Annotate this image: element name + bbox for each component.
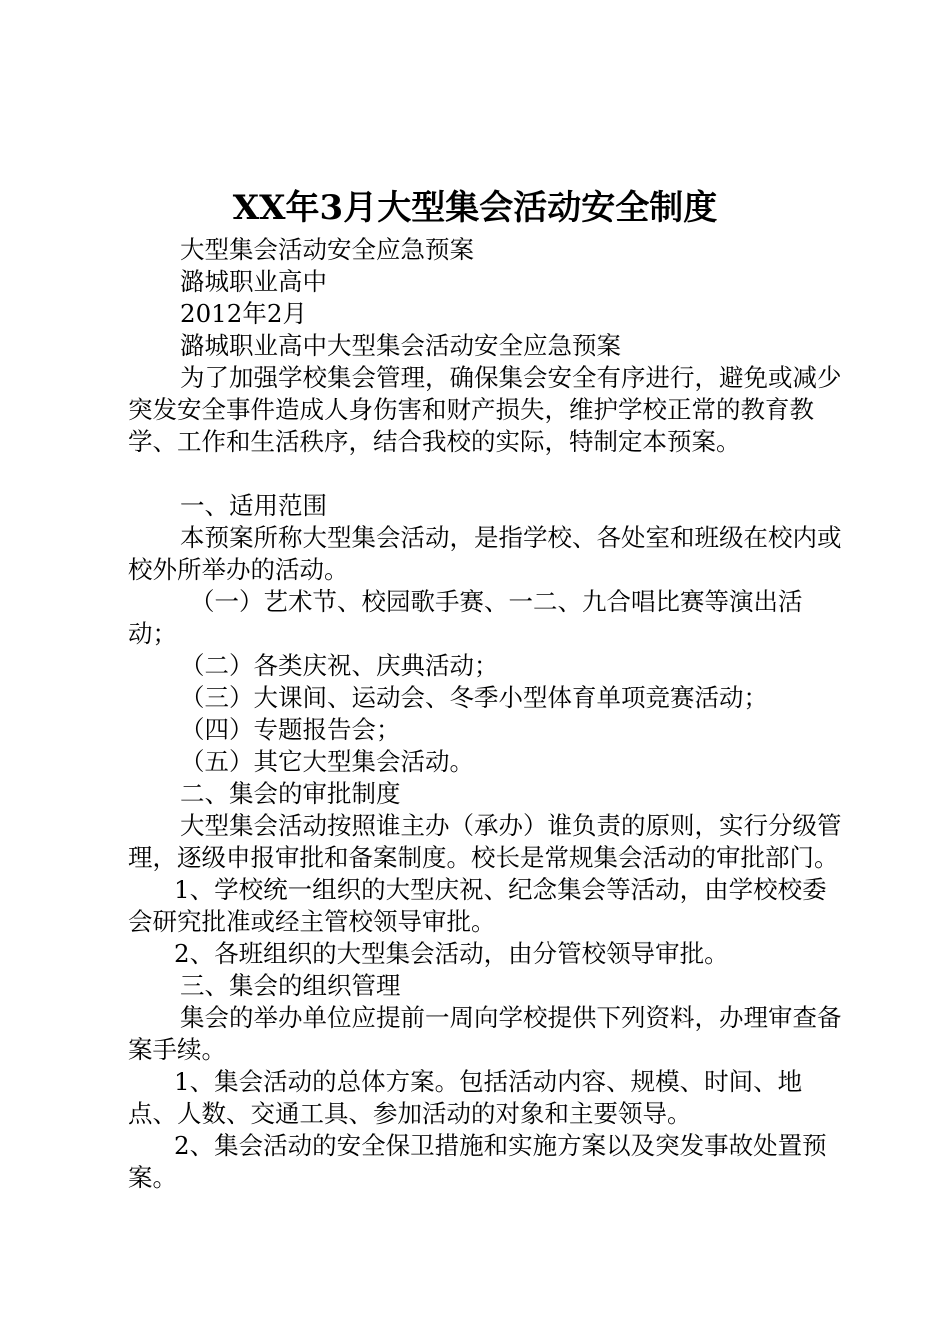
list-item-scope-1: （一）艺术节、校园歌手赛、一二、九合唱比赛等演出活动； — [128, 587, 803, 648]
paragraph-subtitle: 大型集会活动安全应急预案 — [180, 235, 474, 264]
blank-line — [128, 458, 848, 490]
paragraph-date: 2012年2月 — [180, 299, 307, 328]
paragraph-organization: 集会的举办单位应提前一周向学校提供下列资料，办理审查备案手续。 — [128, 1003, 842, 1064]
list-item-scope-2: （二）各类庆祝、庆典活动； — [180, 651, 499, 680]
list-item-approval-1: 1、学校统一组织的大型庆祝、纪念集会等活动，由学校校委会研究批准或经主管校领导审批。 — [128, 875, 827, 936]
list-item-scope-3: （三）大课间、运动会、冬季小型体育单项竞赛活动； — [180, 683, 768, 712]
list-item-scope-5: （五）其它大型集会活动。 — [180, 747, 474, 776]
list-item-organization-2: 2、集会活动的安全保卫措施和实施方案以及突发事故处置预案。 — [128, 1131, 827, 1192]
section-heading-organization: 三、集会的组织管理 — [180, 971, 401, 1000]
list-item-organization-1: 1、集会活动的总体方案。包括活动内容、规模、时间、地点、人数、交通工具、参加活动的对象和主要领导。 — [128, 1067, 803, 1128]
document-title: XX年3月大型集会活动安全制度 — [232, 188, 718, 228]
paragraph-approval: 大型集会活动按照谁主办（承办）谁负责的原则，实行分级管理，逐级申报审批和备案制度。校长是常规集会活动的审批部门。 — [128, 811, 842, 872]
section-heading-scope: 一、适用范围 — [180, 491, 327, 520]
paragraph-heading: 潞城职业高中大型集会活动安全应急预案 — [180, 331, 621, 360]
paragraph-intro: 为了加强学校集会管理，确保集会安全有序进行，避免或减少突发安全事件造成人身伤害和财产损失，维护学校正常的教育教学、工作和生活秩序，结合我校的实际，特制定本预案。 — [128, 363, 842, 456]
list-item-approval-2: 2、各班组织的大型集会活动，由分管校领导审批。 — [174, 939, 729, 968]
list-item-scope-4: （四）专题报告会； — [180, 715, 401, 744]
section-heading-approval: 二、集会的审批制度 — [180, 779, 401, 808]
document-body — [128, 234, 848, 1194]
paragraph-scope-definition: 本预案所称大型集会活动，是指学校、各处室和班级在校内或校外所举办的活动。 — [128, 523, 842, 584]
paragraph-school: 潞城职业高中 — [180, 267, 327, 296]
